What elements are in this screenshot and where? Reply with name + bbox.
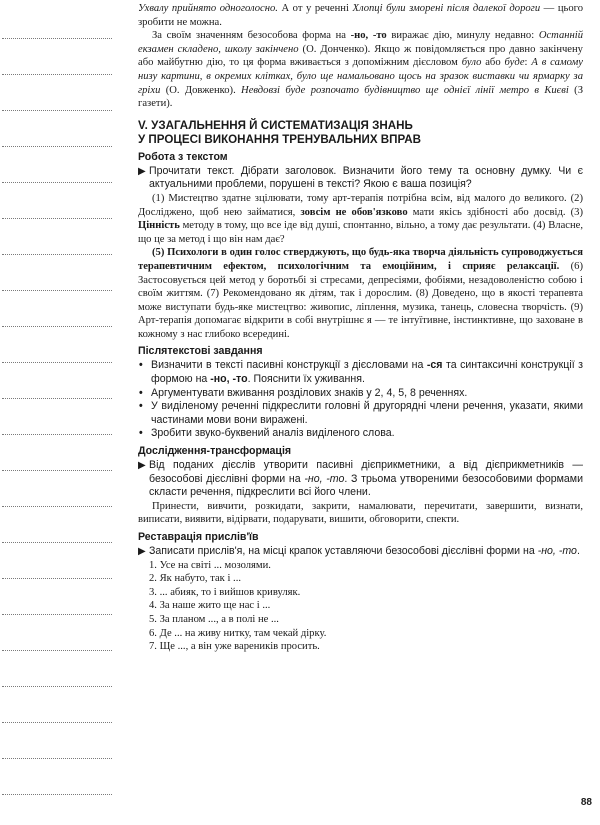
note-line [2,74,112,75]
list-item: • У виділеному реченні підкреслити головні й другорядні члени речення, указати, якими частинами мови вони виражені. [139,400,583,426]
posttext-list [138,359,583,441]
proverbs-heading: Реставрація прислів'їв [138,531,259,543]
proverbs-list [138,559,583,654]
note-line [2,758,112,759]
note-line [2,542,112,543]
notes-margin [0,0,118,825]
note-line [2,614,112,615]
posttext-heading: Післятекстові завдання [138,345,263,358]
proverbs-task-text: Записати прислів'я, на місці крапок уставляючи безособові дієслівні форми на -но, -то. [149,545,580,557]
list-item: 2. Як набуто, так і ... [149,573,241,585]
list-item: • Визначити в тексті пасивні конструкції з дієсловами на -ся та синтаксичні конструкції з формою на -но, -то. Пояснити їх уживання. [139,359,583,386]
page-number: 88 [580,797,592,808]
work-with-text-heading: Робота з текстом [138,150,228,163]
list-item: 3. ... абияк, то і вийшов кривуляк. [149,586,301,598]
note-line [2,146,112,147]
section-heading: V. УЗАГАЛЬНЕННЯ Й СИСТЕМАТИЗАЦІЯ ЗНАНЬ У ПРОЦЕСІ ВИКОНАННЯ ТРЕНУВАЛЬНИХ ВПРАВ [138,118,421,146]
note-line [2,290,112,291]
bullet-icon: • [139,386,143,399]
note-line [2,578,112,579]
note-line [2,686,112,687]
list-item: 7. Ще ..., а він уже вареників просить. [149,641,320,653]
list-item: 6. Де ... на живу нитку, там чекай дірку. [149,627,327,639]
bullet-icon: • [139,400,143,413]
list-item: 4. За наше жито ще нас і ... [149,600,271,612]
research-task-text: Від поданих дієслів утворити пасивні дієприкметники, а від дієприкметників — безособові дієслівні форми на -но, -то. З трьома утвореними безособовими формами скласти речення, підкреслити всі його члени. [149,459,583,499]
note-line [2,218,112,219]
work-task-text: Прочитати текст. Дібрати заголовок. Визначити його тему та основну думку. Чи є актуальними проблеми, порушені в тексті? Якою є ваша позиція? [149,164,584,191]
bullet-icon: • [139,427,143,440]
intro-paragraph-1: Ухвалу прийнято одноголосно. А от у реченні Хлопці були зморені після далекої дороги — цього зробити не можна. [138,3,583,28]
note-line [2,326,112,327]
note-line [2,38,112,39]
proverbs-task [138,545,583,559]
bullet-icon: • [139,359,143,372]
page-content [138,2,583,654]
note-line [2,398,112,399]
note-line [2,470,112,471]
list-item: • Зробити звуко-буквений аналіз виділеного слова. [139,427,395,440]
list-item: • Аргументувати вживання розділових знаків у 2, 4, 5, 8 реченнях. [139,386,468,399]
verbs-list: Принести, вивчити, розкидати, закрити, намалювати, перечитати, завершити, визнати, виписати, виявити, відірвати, подарувати, вишити, обговорити, спекти. [138,500,583,526]
text-paragraph-2: (5) Психологи в один голос стверджують, що будь-яка творча діяльність супроводжується терапевтичним ефектом, психологічним та емоційним, і сприяє релаксації. (6) Застосовується цей метод у боротьбі зі стресами, депресіями, фобіями, незадоволеністю собою і своїм життям. (7) Рекомендовано як дітям, так і дорослим. (8) Доведено, що в якості терапевта може виступати будь-яке мистецтво: живопис, ліплення, музика, танець, словесна творчість. (9) Арт-терапія допомагає відкрити в собі внутрішнє я — те інтуїтивне, інстинктивне, що заховане в кожному з нас глибоко всередині. [138,247,583,340]
note-line [2,506,112,507]
arrow-right-icon: ▶ [138,460,146,472]
research-heading: Дослідження-трансформація [138,445,292,458]
work-task [138,165,583,192]
note-line [2,362,112,363]
note-line [2,434,112,435]
list-item: 1. Усе на світі ... мозолями. [149,559,271,571]
note-line [2,254,112,255]
arrow-right-icon: ▶ [138,165,146,177]
intro-paragraph-2: За своїм значенням безособова форма на -но, -то виражає дію, минулу недавно: Останній екзамен складено, школу закінчено (О. Донченко). Якщо ж повідомляється про давно закінчену або майбутню дію, то ця форма вживається з допоміжним дієсловом було або буде: А в самому низу картини, в окремих клітках, було ще намальовано щось на зразок виставки чи ярмарку за гріхи (О. Довженко). Невдовзі буде розпочато будівництво ще однієї лінії метро в Києві (З газети). [138,30,584,110]
research-task [138,459,583,500]
note-line [2,794,112,795]
text-paragraph-1: (1) Мистецтво здатне зцілювати, тому арт-терапія потрібна всім, від малого до великого. (2) Досліджено, щоб нею займатися, зовсім не обов'язково мати якісь здібності або досвід. (3) Цінність методу в тому, що все іде від душі, спонтанно, вільно, а тому дає результати. (4) Власне, що це за метод і що він нам дає? [138,192,583,245]
note-line [2,650,112,651]
arrow-right-icon: ▶ [138,546,146,557]
note-line [2,110,112,111]
list-item: 5. За планом ..., а в полі не ... [149,613,279,625]
note-line [2,182,112,183]
note-line [2,722,112,723]
